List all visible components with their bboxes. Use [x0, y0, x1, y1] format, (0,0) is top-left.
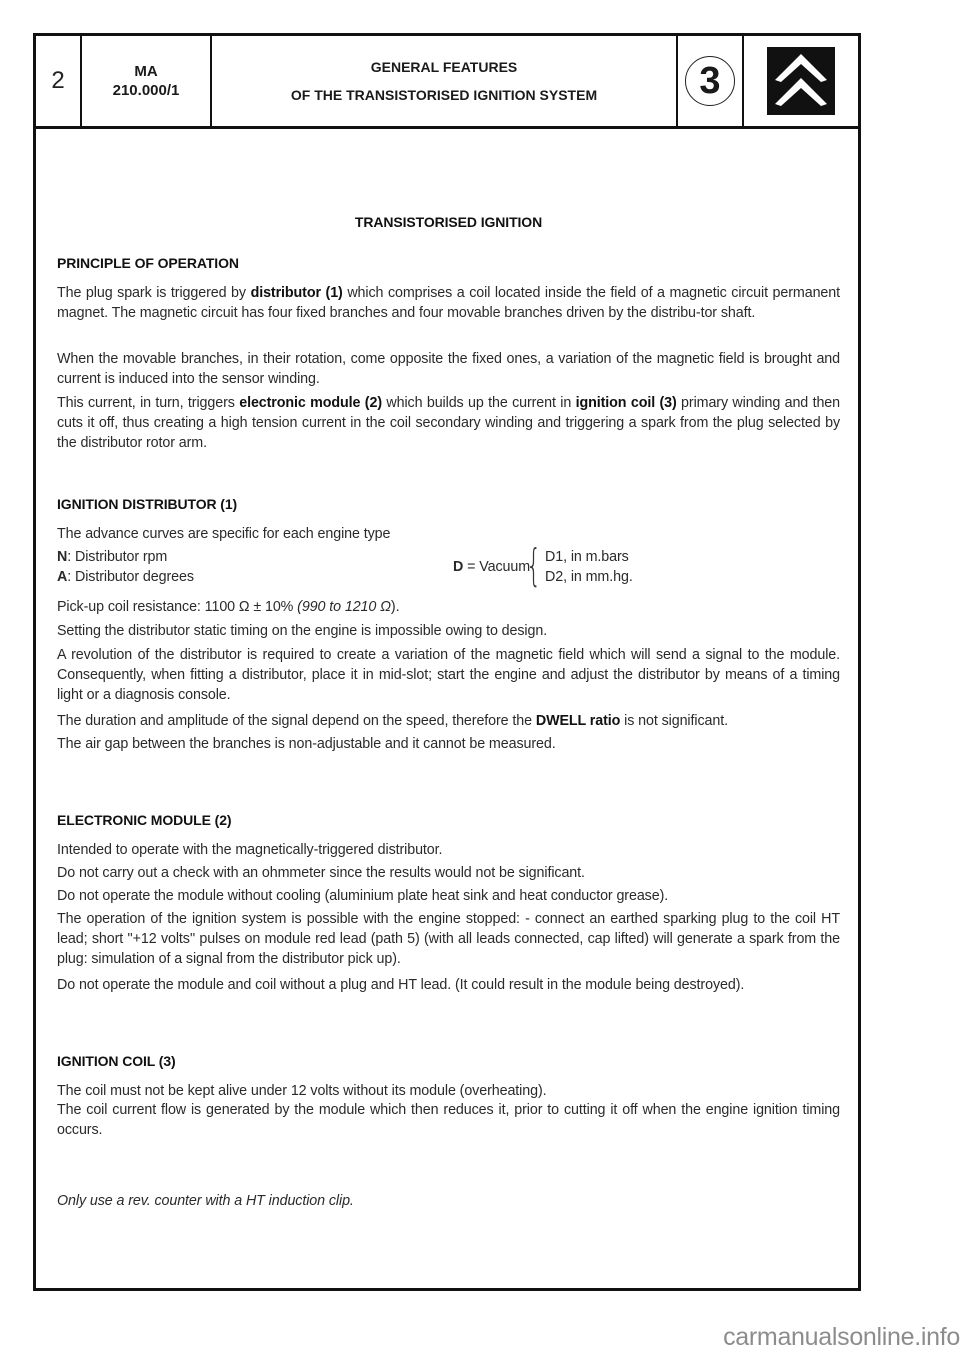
term-electronic-module: electronic module (2)	[239, 395, 382, 411]
definition-n: N: Distributor rpm	[57, 549, 168, 565]
watermark-link[interactable]: carmanualsonline.info	[723, 1323, 960, 1351]
definition-d: D = Vacuum	[453, 559, 531, 575]
header-title	[212, 36, 678, 126]
header-title-line1: GENERAL FEATURES	[370, 59, 518, 75]
section-number-cell	[678, 36, 744, 126]
principle-paragraph-2: When the movable branches, in their rotation, come opposite the fixed ones, a variation of the magnetic field is brought and current is induced into the sensor winding.	[57, 351, 840, 387]
curly-brace-icon: {	[526, 540, 542, 591]
heading-ignition-coil: IGNITION COIL (3)	[57, 1053, 176, 1069]
principle-paragraph-3: This current, in turn, triggers electronic module (2) which builds up the current in ignition coil (3) primary winding and then cuts it off, thus creating a high tension current in the coil secondary winding and triggering a spark from the plug selected by the distributor rotor arm.	[57, 395, 840, 451]
logo-cell	[744, 36, 858, 126]
module-paragraph-2: Do not carry out a check with an ohmmeter since the results would not be significant.	[57, 865, 585, 881]
page-number: 2	[36, 36, 82, 126]
term-distributor: distributor (1)	[250, 285, 343, 301]
distributor-advance-curves: The advance curves are specific for each engine type	[57, 526, 391, 542]
reference-code: MA	[134, 63, 158, 80]
distributor-revolution: A revolution of the distributor is required to create a variation of the magnetic field which will send a signal to the module. Consequently, when fitting a distributor, place it in mid-slot; start the engine and adjust the distributor by means of a timing light or a diagnosis console.	[57, 647, 840, 703]
citroen-logo-icon	[767, 47, 835, 115]
module-paragraph-1: Intended to operate with the magnetically-triggered distributor.	[57, 842, 443, 858]
module-paragraph-3: Do not operate the module without cooling (aluminium plate heat sink and heat conductor grease).	[57, 888, 669, 904]
term-ignition-coil: ignition coil (3)	[575, 395, 677, 411]
page-header	[36, 36, 858, 129]
definition-d1: D1, in m.bars	[545, 549, 629, 565]
coil-paragraph-1: The coil must not be kept alive under 12 volts without its module (overheating).	[57, 1083, 547, 1099]
distributor-definitions	[57, 540, 840, 591]
document-page	[33, 33, 861, 1291]
heading-principle-of-operation: PRINCIPLE OF OPERATION	[57, 255, 239, 271]
heading-ignition-distributor: IGNITION DISTRIBUTOR (1)	[57, 496, 238, 512]
distributor-static-timing: Setting the distributor static timing on the engine is impossible owing to design.	[57, 623, 548, 639]
section-number-badge: 3	[685, 56, 735, 106]
principle-paragraph-1: The plug spark is triggered by distributor (1) which comprises a coil located inside the field of a magnetic circuit permanent magnet. The magnetic circuit has four fixed branches and four movable branches driven by the distribu-tor shaft.	[57, 285, 840, 321]
pickup-coil-resistance: Pick-up coil resistance: 1100 Ω ± 10% (990 to 1210 Ω).	[57, 599, 400, 615]
main-title: TRANSISTORISED IGNITION	[354, 214, 543, 230]
definition-d2: D2, in mm.hg.	[545, 569, 633, 585]
manual-reference	[82, 36, 212, 126]
distributor-dwell: The duration and amplitude of the signal depend on the speed, therefore the DWELL ratio is not significant.	[57, 713, 728, 729]
module-paragraph-5: Do not operate the module and coil without a plug and HT lead. (It could result in the module being destroyed).	[57, 977, 745, 993]
header-title-line2: OF THE TRANSISTORISED IGNITION SYSTEM	[290, 87, 598, 103]
module-paragraph-4: The operation of the ignition system is possible with the engine stopped: - connect an earthed sparking plug to the coil HT lead; short ''+12 volts'' pulses on module red lead (path 5) (with all leads connected, cap lifted) will generate a spark from the plug: simulation of a signal from the distributor pick up).	[57, 911, 840, 967]
heading-electronic-module: ELECTRONIC MODULE (2)	[57, 812, 232, 828]
coil-paragraph-2: The coil current flow is generated by the module which then reduces it, prior to cutting it off when the engine ignition timing occurs.	[57, 1102, 840, 1138]
term-dwell-ratio: DWELL ratio	[535, 713, 621, 729]
distributor-air-gap: The air gap between the branches is non-adjustable and it cannot be measured.	[57, 736, 556, 752]
reference-number: 210.000/1	[112, 82, 180, 99]
definition-a: A: Distributor degrees	[57, 569, 194, 585]
rev-counter-note: Only use a rev. counter with a HT induction clip.	[57, 1193, 354, 1209]
